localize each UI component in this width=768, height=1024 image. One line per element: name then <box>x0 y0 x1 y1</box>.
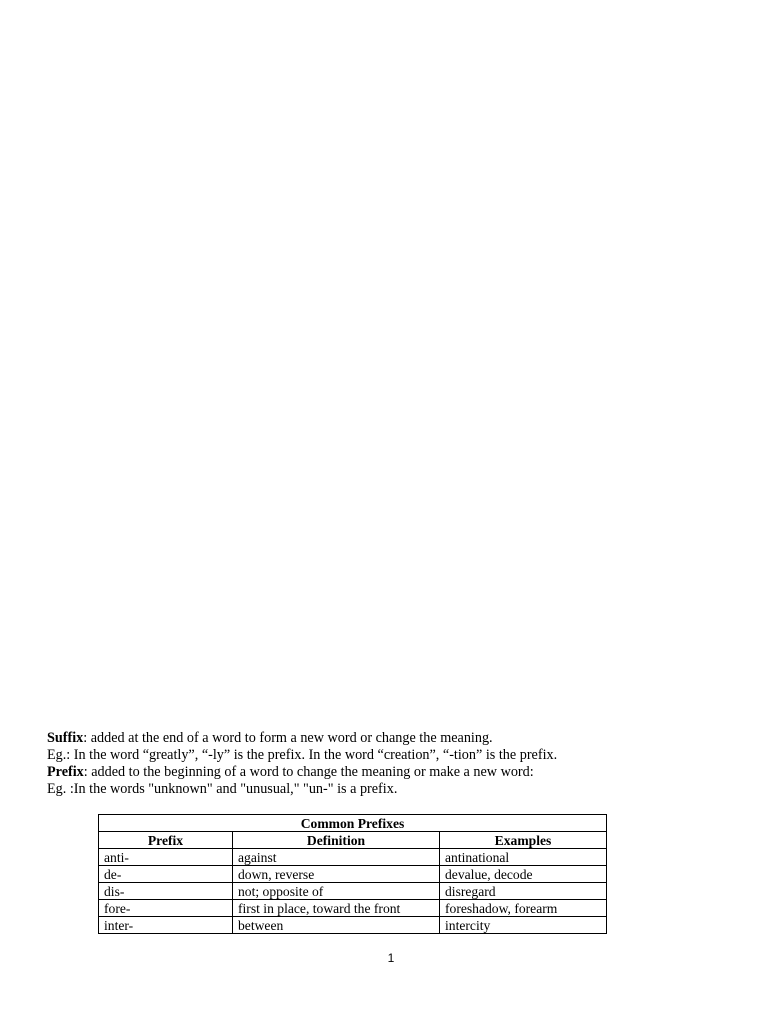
suffix-example: Eg.: In the word “greatly”, “-ly” is the prefix. In the word “creation”, “-tion” is the prefix. <box>47 747 558 763</box>
examples-cell: disregard <box>440 883 607 900</box>
definition-cell: not; opposite of <box>233 883 440 900</box>
suffix-text: : added at the end of a word to form a new word or change the meaning. <box>83 730 493 746</box>
definition-cell: against <box>233 849 440 866</box>
examples-cell: foreshadow, forearm <box>440 900 607 917</box>
examples-cell: antinational <box>440 849 607 866</box>
suffix-term: Suffix <box>47 730 84 746</box>
table-caption: Common Prefixes <box>99 815 607 832</box>
prefix-cell: de- <box>99 866 233 883</box>
table-row <box>99 866 607 883</box>
table-row <box>99 917 607 934</box>
definition-cell: between <box>233 917 440 934</box>
prefix-term: Prefix <box>47 764 84 780</box>
prefix-definition <box>47 764 747 781</box>
suffix-definition <box>47 730 747 747</box>
definitions-block <box>47 730 747 798</box>
table-row <box>99 883 607 900</box>
table-row <box>99 849 607 866</box>
prefix-cell: dis- <box>99 883 233 900</box>
prefix-cell: anti- <box>99 849 233 866</box>
prefix-text: : added to the beginning of a word to change the meaning or make a new word: <box>83 764 534 780</box>
page-number: 1 <box>387 951 395 965</box>
table-row <box>99 900 607 917</box>
examples-cell: devalue, decode <box>440 866 607 883</box>
common-prefixes-table <box>98 814 607 934</box>
definition-cell: first in place, toward the front <box>233 900 440 917</box>
examples-cell: intercity <box>440 917 607 934</box>
header-prefix: Prefix <box>99 832 233 849</box>
header-examples: Examples <box>440 832 607 849</box>
definition-cell: down, reverse <box>233 866 440 883</box>
prefix-cell: fore- <box>99 900 233 917</box>
prefix-cell: inter- <box>99 917 233 934</box>
table-caption-row <box>99 815 607 832</box>
table-header-row <box>99 832 607 849</box>
prefix-example: Eg. :In the words "unknown" and "unusual," "un-" is a prefix. <box>47 781 398 797</box>
header-definition: Definition <box>233 832 440 849</box>
